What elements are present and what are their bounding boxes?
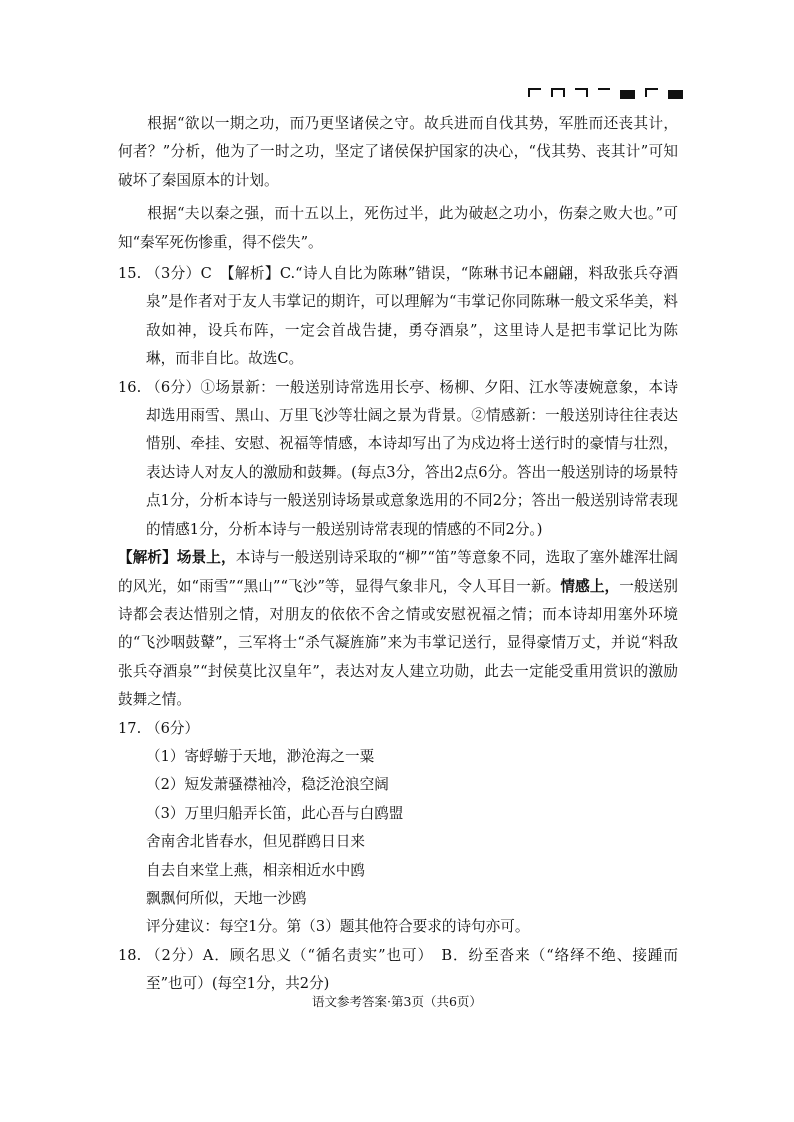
q14-paragraph-1: 根据“欲以一期之功，而乃更坚诸侯之守。故兵进而自伐其势，军胜而还丧其计，何者？”分析，他为了一时之功，坚定了诸侯保护国家的决心，“伐其势、丧其计”可知破坏了秦国原本的计划。 — [118, 115, 678, 189]
question-15-answer: （3分）C 【解析】C.“诗人自比为陈琳”错误，“陈琳书记本翩翩，料敌张兵夺酒泉”是作者对于友人韦掌记的期许，可以理解为“韦掌记你同陈琳一般文采华美，料敌如神，设兵布阵，一定会首战告捷，勇夺酒泉”，这里诗人是把韦掌记比为陈琳，而非自比。故选C。 — [146, 265, 678, 368]
question-17 — [118, 715, 678, 743]
corner-marker-icon — [575, 88, 588, 97]
q14-paragraph-2: 根据“夫以秦之强，而十五以上，死伤过半，此为破赵之功小，伤秦之败大也。”可知“秦军死伤惨重，得不偿失”。 — [118, 205, 678, 251]
analysis-tag: 【解析】 — [118, 549, 177, 567]
emotion-tag: 情感上， — [560, 577, 620, 595]
answer-line: （3）万里归船弄长笛，此心吾与白鸥盟 — [146, 804, 404, 822]
header-marker-row — [528, 88, 683, 100]
question-16-analysis — [118, 544, 678, 714]
dash-marker-icon — [598, 88, 610, 90]
alternate-line: 自去自来堂上燕，相亲相近水中鸥 — [146, 861, 365, 879]
bracket-marker-icon — [551, 88, 565, 97]
question-18-answer: （2分）A．顾名思义（“循名责实”也可） B．纷至沓来（“络绎不绝、接踵而至”也可）(每空1分，共2分) — [146, 946, 678, 993]
answer-line: （2）短发萧骚襟袖冷，稳泛沧浪空阔 — [146, 776, 389, 794]
answer-line: （1）寄蜉蝣于天地，渺沧海之一粟 — [146, 747, 375, 765]
corner-marker-icon — [645, 88, 658, 97]
filled-block-marker-icon — [668, 90, 683, 99]
question-number: 15. — [118, 265, 142, 283]
analysis-scene-text: 本诗与一般送别诗采取的“柳”“笛”等意象不同，选取了塞外雄浑壮阔的风光，如“雨雪”“黑山”“飞沙”等，显得气象非凡，令人耳目一新。 — [118, 549, 678, 595]
question-number: 18. — [118, 946, 142, 964]
answer-content — [118, 110, 678, 999]
question-15 — [118, 260, 678, 374]
scoring-note: 评分建议：每空1分。第（3）题其他符合要求的诗句亦可。 — [146, 918, 530, 936]
question-16 — [118, 374, 678, 544]
scene-tag: 场景上， — [176, 549, 236, 567]
page-footer: 语文参考答案·第3页（共6页） — [312, 994, 482, 1009]
filled-block-marker-icon — [620, 90, 635, 99]
question-number: 16. — [118, 378, 142, 396]
question-number: 17. — [118, 719, 142, 737]
alternate-line: 飘飘何所似，天地一沙鸥 — [146, 889, 307, 907]
question-17-head: （6分） — [146, 719, 200, 737]
question-18 — [118, 942, 678, 999]
corner-marker-icon — [528, 88, 541, 97]
alternate-line: 舍南舍北皆春水，但见群鸥日日来 — [146, 833, 365, 851]
analysis-emotion-text: 一般送别诗都会表达惜别之情，对朋友的依依不舍之情或安慰祝福之情；而本诗却用塞外环境的“飞沙咽鼓鼙”，三军将士“杀气凝旌旆”来为韦掌记送行，显得豪情万丈，并说“料敌张兵夺酒泉”“封侯莫比汉皇年”，表达对友人建立功勋，此去一定能受重用赏识的激励鼓舞之情。 — [118, 577, 678, 709]
question-16-answer: （6分）①场景新：一般送别诗常选用长亭、杨柳、夕阳、江水等凄婉意象，本诗却选用雨雪、黑山、万里飞沙等壮阔之景为背景。②情感新：一般送别诗往往表达惜别、牵挂、安慰、祝福等情感，本诗却写出了为戍边将士送行时的豪情与壮烈，表达诗人对友人的激励和鼓舞。(每点3分，答出2点6分。答出一般送别诗的场景特点1分，分析本诗与一般送别诗场景或意象选用的不同2分；答出一般送别诗常表现的情感1分，分析本诗与一般送别诗常表现的情感的不同2分。) — [146, 378, 678, 538]
